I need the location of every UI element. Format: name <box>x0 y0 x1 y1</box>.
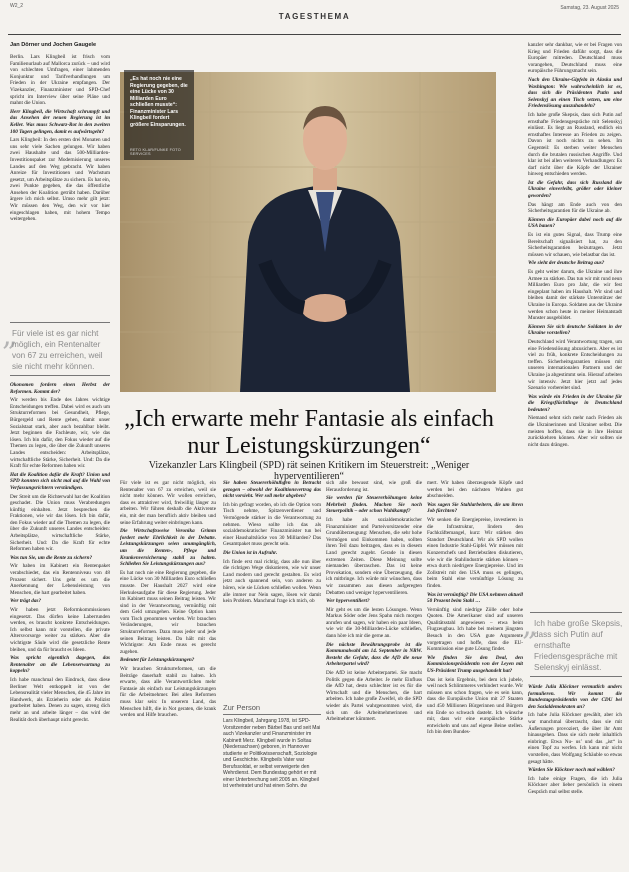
answer: Ich habe Julia Klöckner gewählt, aber ich war manchmal überrascht, dass sie mit Äußerungen provoziert, die über ihr Amt hinausgehen. Dass sie sich mehr inhaltlich einbringt. Etwa Nu- us’ und das „ist“ in einen Topf zu werfen. Ich kann mir nicht vorstellen, dass Wolfgang Schäuble so etwas gesagt hätte. <box>528 712 622 765</box>
question: Die Union ist in Aufruhr. <box>223 549 278 556</box>
answer: Ich habe manchmal den Eindruck, dass diese Berliner Welt entkoppelt ist von der Lebensrealität vieler Menschen, die 45 Jahre im Handwerk, als Erzieherin oder als Polizist gearbeitet haben. Denen zu sagen, streng dich mehr an und arbeite länger – das wird der Realität doch überhaupt nicht gerecht. <box>10 676 110 723</box>
article-column-1b <box>10 382 110 862</box>
answer: Wir werden bis Ende des Jahres wichtige Entscheidungen treffen. Dabei wird es auch um Strukturreformen bei Gesundheit, Pflege, Bürgergeld und Rente gehen, damit unser Sozialstaat stark, aber auch bezahlbar bleibt. Jetzt beginnen die Fachleute, wir, wie das lösen. Ich bin dafür, den Fokus wieder auf die Themen zu legen, die über die Zukunft unseres Landes entscheiden: Arbeitsplätze, wirtschaftliche Stärke, Sicherheit. Und: Da die Kraft für echte Reformen haben wir. <box>10 397 110 470</box>
pullquote-rule-top <box>10 322 110 323</box>
answer: Wir haben jetzt Reformkommissionen eingesetzt. Das dürfen keine Laberrunden werden, es braucht konkrete Entscheidungen. Ich selbst kann mir vorstellen, die private Altersvorsorge weiter zu stärken. Aber die wichtigste Säule wird die gesetzliche Rente bleiben, und da für braucht es Ideen. <box>10 607 110 653</box>
pullquote-rule-bottom <box>10 375 110 376</box>
question: Können Sie sich deutsche Soldaten in der Ukraine vorstellen? <box>528 323 622 337</box>
answer: kanzler sehr dankbar, wie er bei Fragen von Krieg und Frieden daführ sorgt, dass die Europäer mitreden. Deutschland muss vorangehen, Deutschland muss eine europäische Führungsmacht sein. <box>528 42 622 75</box>
answer: Ich habe einige Fragen, die ich Julia Klöckner aber lieber persönlich in einem Gespräch mal selbst stelle. <box>528 775 622 795</box>
answer: Für viele ist es gar nicht möglich, ein Rentenalter von 67 zu erreichen, weil sie nicht mehr können. Wir wollen erreichen, dass es attraktiver wird, freiwillig länger zu arbeiten. Wir führen deshalb die Aktivrente ein, mit der man beruflich aktiv bleiben und seine Erfahrung weiter einbringen kann. <box>120 480 216 526</box>
person-box-title: Zur Person <box>223 703 261 712</box>
answer: Wir senken die Energiepreise, investieren in die Infrastruktur, lindern den Fachkräftemangel, kurz: Wir stärken den Standort Deutschland. Wir als SPD wollen einen Industrie Stahl-Gipfel. Wir müssen mit Konzernchefs und Betriebsräten diskutieren, wie wir die Stahlindustrie stärken können – etwa durch niedrigere Energiepreise. Und im Zollstreit mit den USA muss es gelingen, beim Stahl eine vernünftige Lösung zu finden. <box>427 516 523 589</box>
question: Nach den Ukraine-Gipfeln in Alaska und Washington: Wie wahrscheinlich ist es, dass sich die Präsidenten Putin und Selenskyj an einen Tisch setzen, um eine Friedenslösung auszuhandeln? <box>528 76 622 110</box>
issue-date: Samstag, 23. August 2025 <box>560 5 619 11</box>
intro-paragraph: Berlin. Lars Klingbeil ist frisch vom Familienurlaub auf Mallorca zurück – und wird von schlechten Umfragen, einer lahmenden Konjunktur und Tarifverhandlungen um Frieden in der Ukraine empfangen. Der Vizekanzler, Finanzminister und SPD-Chef spricht im Interview über seine Pläne und mahnt die Union. <box>10 54 110 107</box>
answer: Das ist kein Ergebnis, bei dem ich jubele, weil noch Schlimmeres verhindert wurde. Wir müssen uns schon fragen, wie es sein kann, dass die Europäische Union mit 27 Staaten und 450 Millionen Bürgerinnen und Bürgern ein Ende so schwach dasteht. Ich wünsche mir, dass wir eine europäische Stärke entwickeln und uns auf eigene Beine stellen. Ich bin dem Bundes- <box>427 676 523 736</box>
pullquote-rule-top <box>530 612 622 613</box>
article-column-7 <box>528 684 622 864</box>
photo-credit: RETO KLAR/FUNKE FOTO SERVICES <box>130 148 181 156</box>
subheadline: Vizekanzler Lars Klingbeil (SPD) rät seinen Kritikern im Steuerstreit: „Weniger hyperventilieren“ <box>148 460 470 482</box>
question: Was tun Sie, um die Rente zu sichern? <box>10 554 93 561</box>
answer: Die AfD ist keine Arbeiterpartei. Sie macht Politik gegen die Arbeiter. Je mehr Einfluss die AfD hat, desto schlechter ist es für die Wirtschaft und die Menschen, die hart arbeiten. Ich habe große Zweifel, ob die SPD wieder als Partei wahrgenommen wird, die sich um die Arbeitnehmerinnen und Arbeitnehmer kümmert. <box>326 670 422 723</box>
pullquote-rule-bottom <box>530 676 622 677</box>
answer: Lars Klingbeil: In den ersten drei Monaten und uns sehr viele Sachen gelungen. Wir haben zwei Haushalte und das 500-Milliarden-Investitionspaket zur Modernisierung unseres Landes auf den Weg gebracht. Wir haben Anreize für Investitionen und Wachstum gesetzt, um Arbeitsplätze zu sichern. Es hat ein, zwei Punkte gegeben, die das öffentliche Ansehen der Koalition getrübt haben. Darüber ärgere ich mich selbst. Umso mehr gilt jetzt: Wir müssen den Weg, den wir vor hier eingeschlagen haben, mit hohem Tempo weitergehen. <box>10 137 110 223</box>
answer: Vernünftig sind niedrige Zölle oder hohe Quoten. Die Amerikaner sind auf unseren Qualitätsstahl angewiesen – etwa beim Flugzeugbau. Ich habe bei meinem jüngsten Besuch in den USA gute Argumente vorgetragen und hoffe, dass die EU-Kommission eine gute Lösung findet. <box>427 606 523 653</box>
header-rule <box>8 34 621 35</box>
person-box-text: Lars Klingbeil, Jahrgang 1978, ist SPD-Vorsitzender neben Bärbel Bas und seit Mai auch Vizekanzler und Finanzminister im Kabinett Merz. Klingbeil wurde in Soltau (Niedersachsen) geboren, in Hannover studierte er Politikwissenschaft, Soziologie und Geschichte. Klingbeils Vater war Berufssoldat, er selbst verweigerte den Wehrdienst. Dem Bundestag gehört er mit einer Unterbrechung seit 2005 an. Klingbeil ist verheiratet und hat einen Sohn. dw <box>223 718 321 789</box>
question: Die nächste Bewährungsprobe ist die Kommunalwahl am 14. September in NRW. Besteht die Gefahr, dass die AfD die neue Arbeiterpartei wird? <box>326 641 422 668</box>
answer: sich alle bewusst sind, wie groß die Herausforderung ist. <box>326 480 422 493</box>
question: Ist die Gefahr, dass sich Russland die Ukraine einverleibt, größer oder kleiner geworden? <box>528 179 622 200</box>
question: Würde Julia Klöckner vermutlich anders formulieren. Wir kommt die Bundestagspräsidentin von der CDU bei den Sozialdemokraten an? <box>528 684 622 710</box>
quote-mark-icon: „ <box>2 318 18 353</box>
question: Ökonomen fordern einen Herbst der Reformen. Kommt der? <box>10 382 110 395</box>
article-column-5 <box>427 480 523 865</box>
answer: Ich bin gefragt worden, ob ich die Option vom Tisch nehme, Spitzenverdiener und Vermögende stärker in die Verantwortung zu nehmen. Wieso sollte ich das als sozialdemokratischer Finanzminister tun bei einer Haushaltslücke von 30 Milliarden? Das Gesamtpaket muss gerecht sein. <box>223 501 321 548</box>
question: Wie finden Sie den Deal, den Kommissionspräsidentin von der Leyen mit US-Präsident Trump ausgehandelt hat? <box>427 654 523 675</box>
answer: Wir haben im Kabinett ein Rentenpaket verabschiedet, das ein Rentenniveau von 48 Prozent sichert. Uns geht es um die Anerkennung der Lebensleistung von Menschen, die hart gearbeitet haben. <box>10 563 110 596</box>
question: Was ist vernünftig? Die USA nehmen aktuell 50 Prozent beim Stahl … <box>427 591 523 605</box>
pullquote-left: Für viele ist es gar nicht möglich, ein Rentenalter von 67 zu erreichen, weil sie nicht mehr können. <box>12 329 103 371</box>
answer: Der Streit um die Richterwahl hat der Koalition geschadet. Die Union muss Verabredungen künftig einhalten. Jetzt besprechen die Fraktionen, wie wir das lösen. Ich bin dafür, den Fokus wieder auf die Themen zu legen, die über die Zukunft unseres Landes entscheiden: Arbeitsplätze, wirtschaftliche Stärke, Sicherheit. Und: Da die Kraft für echte Reformen haben wir. <box>10 493 110 553</box>
person-box-rule <box>223 714 321 715</box>
answer: Es hat noch nie eine Regierung gegeben, die eine Lücke von 30 Milliarden Euro schließen musste. Der Haushalt 2027 wird eine Herkulesaufgabe für diese Regierung. Jeder im Kabinett muss seinen Beitrag leisten. Wir sind in der Verantwortung, vernünftig mit dem Geld umzugehen. Keine Option kann vom Tisch genommen werden. Wir brauchen Veränderungen, wir brauchen Strukturreformen. Dazu muss jeder und jede seinen Beitrag leisten. Da hält mit das Wichtigste: Am Ende muss es gerecht zugehen. <box>120 569 216 655</box>
pullquote-right: Ich habe große Skepsis, dass sich Putin auf ernsthafte Friedensgespräche mit Selenskyj einlässt. <box>534 619 623 672</box>
answer: Niemand sehnt sich mehr nach Frieden als die Ukrainerinnen und Ukrainer selbst. Die meisten hoffen, dass sie in ihre Heimat zurückkehren können. Aber wir sollten sie nicht dazu drängen. <box>528 415 622 448</box>
question: Was würde ein Frieden in der Ukraine für die Kriegsflüchtlinge in Deutschland bedeuten? <box>528 393 622 413</box>
question: Hat die Koalition dafür die Kraft? Union und SPD konnten sich nicht mal auf die Wahl von Verfassungsrichtern verständigen. <box>10 471 110 491</box>
article-column-3 <box>223 480 321 695</box>
quote-mark-icon: „ <box>522 608 538 643</box>
author-line: Jan Dörner und Jochen Gaugele <box>10 42 97 48</box>
question: Herr Klingbeil, die Wirtschaft schrumpft und das Ansehen der neuen Regierung ist im Keller. Was muss Schwarz-Rot in den zweiten 100 Tagen gelingen, damit es aufwärtsgeht? <box>10 108 110 135</box>
section-title: TAGESTHEMA <box>278 12 351 21</box>
headline: „Ich erwarte mehr Fantasie als einfach nur Leistungskürzungen“ <box>124 406 494 459</box>
answer: Deutschland wird Verantwortung tragen, um eine Friedenslösung abzusichern. Aber es ist viel zu früh, konkrete Entscheidungen zu treffen. Sicherheitsgarantien müssen mit unseren internationalen Partnern und der Ukraine ja abgestimmt sein. Hierauf arbeiten wir intensiv. Jetzt hier jetzt auf jedes Szenario vorbereitet sind. <box>528 338 622 392</box>
answer: Wir brauchen Strukturreformen, um die Beiträge dauerhaft stabil zu halten. Ich erwarte, dass alle Verantwortlichen mehr Fantasie als einfach nur Leistungskürzungen für die Arbeitnehmer. Bei allen Reformen muss klar sein: In unserem Land, das Menschen hilft, die in Not geraten, die krank werden und Hilfe brauchen. <box>120 666 216 719</box>
answer: Mir geht es um die lesten Lösungen. Wenn Markus Söder oder Jens Spahn mich morgen anrufen und sagen, wir haben ein paar Ideen, wie wir die 30-Milliarden-Lücke schließen, dann höre ich mir die gerne an. <box>326 606 422 640</box>
question: Wer trägt das? <box>10 598 42 605</box>
question: Sie haben Steuererhöhungen in Betracht gezogen – obwohl der Koalitionsvertrag das nicht vorsieht. Wer soll mehr abgeben? <box>223 480 321 500</box>
page-reference: W2_2 <box>10 3 24 9</box>
question: Würden Sie Klöckner noch mal wählen? <box>528 767 615 774</box>
question: Sie werden für Steuererhöhungen keine Mehrheit finden. Machen Sie noch Steuerpolitik – oder schon Wahlkampf? <box>326 495 422 515</box>
question: Wie sieht der deutsche Beitrag aus? <box>528 260 605 267</box>
answer: mert. Wir haben überzeugende Köpfe und werden bei den nächsten Wahlen gut abschneiden. <box>427 480 523 500</box>
question: Bedeutet für Leistungskürzungen? <box>120 657 195 664</box>
answer: Es ist ein gutes Signal, dass Trump eine Bereitschaft signalisiert hat, zu den Sicherheitsgarantien beizutragen. Jetzt müssen wir schauen, wie belastbar das ist. <box>528 232 622 258</box>
question: Wer hyperventiliert? <box>326 598 370 605</box>
question: Was sagen Sie Stahlarbeitern, die um ihren Job fürchten? <box>427 501 523 515</box>
article-column-4 <box>326 480 422 865</box>
answer: Es geht weiter darum, die Ukraine und ihre Armee zu stärken. Das tun wir mit rund neun Milliarden Euro pro Jahr, die wir fest eingeplant haben im Haushalt. Wir sind und bleiben damit der stärkste Unterstützer der Ukraine in Europa. Soldaten aus der Ukraine werden schon heute in meiner Heimatstadt Munster ausgebildet. <box>528 269 622 322</box>
answer: Ich habe als sozialdemokratischer Finanzminister und Parteivorsitzender eine Grundüberzeugung: Menschen, die sehr hohe Vermögen und Einkommen haben, sollten ihren Teil dazu beitragen, dass es in diesem Land gerecht zugeht. Gerade in diesen extremen Zeiten. Diese Meinung sollte niemanden überraschen. Das ist keine Provokation, sondern eine Überzeugung, die ich mitbringe. Ich würde mir wünschen, dass wir zusammen aus diesen aufgeregten Debatten und weniger hyperventilieren. <box>326 516 422 596</box>
question: Können die Europäer dabei noch auf die USA bauen? <box>528 216 622 230</box>
answer: Ich finde erst mal richtig, dass alle nun über die richtigen Wege diskutieren, wie wir unser Land modern und gerecht gestalten. Es wird jetzt auch spannend sein, von anderen zu hören, wie sie Lücken schließen wollen. Wenn alle immer nur Nein sagen, lösen wir damit kein Problem. Manchmal frage ich mich, ob <box>223 558 321 605</box>
answer: Ich habe große Skepsis, dass sich Putin auf ernsthafte Friedensgespräche mit Selenskyj einlässt. Es liegt an Russland, endlich ein ernsthaftes Interesse an Frieden zu zeigen. Davon ist noch nichts zu sehen. Im Gegenteil: Es sterben weiter Menschen durch die brutalen russischen Angriffe. Und klar ist bei allen weiteren Verhandlungen: Es darf nicht über die Köpfe der Ukrainer hinweg entschieden werden. <box>528 111 622 178</box>
question: Die Wirtschaftsweise Veronika Grimm fordert mehr Ehrlichkeit in der Debatte. Leistungskürzungen seien unumgänglich, um die Renten-, Pflege und Krankenversicherung stabil zu halten. Schließen Sie Leistungskürzungen aus? <box>120 528 216 568</box>
article-column-6 <box>528 42 622 602</box>
photo-caption: „Es hat noch nie eine Regierung gegeben, die eine Lücke von 30 Milliarden Euro schließen musste“: Finanzminister Lars Klingbeil fordert größere Einsparungen. <box>130 76 188 128</box>
answer: Das hängt am Ende auch von den Sicherheitsgarantien für die Ukraine ab. <box>528 201 622 215</box>
article-column-2 <box>120 480 216 865</box>
article-column-1 <box>10 54 110 319</box>
question: Was spricht eigentlich dagegen, das Rentenalter an die Lebenserwartung zu koppeln? <box>10 655 110 675</box>
